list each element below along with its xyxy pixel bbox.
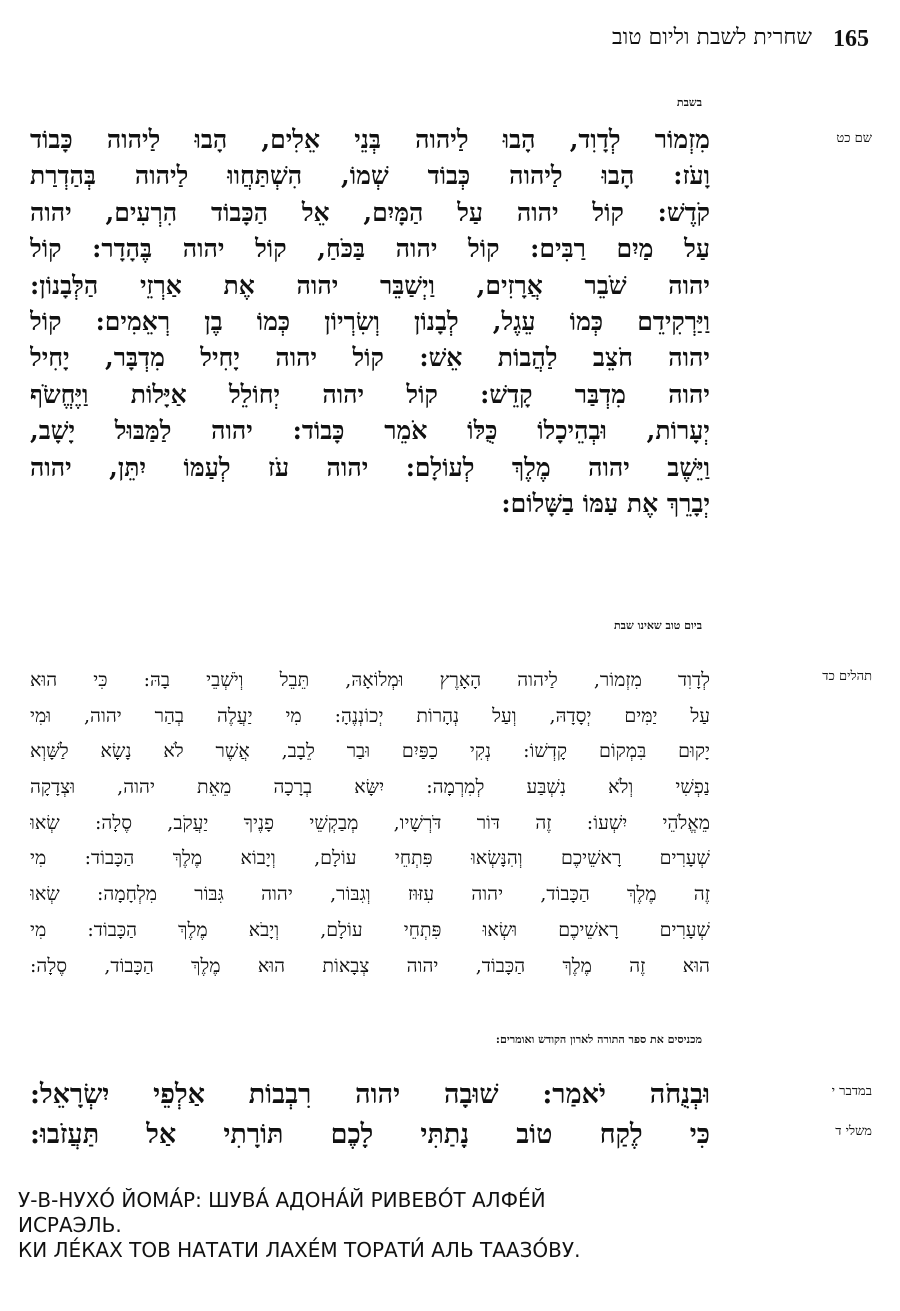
- closing-verses: [30, 1075, 710, 1155]
- psalm-29-line: יְעָרוֹת, וּבְהֵיכָלוֹ כֻּלּוֹ אֹמֵר כָּבוֹד: יהוה לַמַּבּוּל יָשָׁב,: [30, 416, 710, 446]
- psalm-29-line: עַל מַיִם רַבִּים: קוֹל יהוה בַּכֹּחַ, קוֹל יהוה בֶּהָדָר: קוֹל: [30, 234, 710, 264]
- running-title: שחרית לשבת וליום טוב: [611, 25, 812, 50]
- shabbat-note: בשבת: [676, 96, 702, 109]
- verse-line: וּבְנֻחֹה יֹאמַר: שׁוּבָה יהוה רִבְבוֹת אַלְפֵי יִשְׂרָאֵל:: [30, 1079, 710, 1110]
- psalm-24-line: לְדָוִד מִזְמוֹר, לַיהוה הָאָרֶץ וּמְלוֹאָהּ, תֵּבֵל וְיֹשְׁבֵי בָהּ: כִּי הוּא: [30, 669, 710, 691]
- verse-ref-mishlei: משלי ד: [835, 1124, 872, 1139]
- transliteration-line: ИСРАЭЛЬ.: [18, 1213, 122, 1237]
- psalm-24-line: שְׁעָרִים רָאשֵׁיכֶם וְהִנָּשְׂאוּ פִּתְחֵי עוֹלָם, וְיָבוֹא מֶלֶךְ הַכָּבוֹד: מִי: [30, 847, 710, 870]
- verse-ref-bamidbar: במדבר י: [831, 1084, 872, 1099]
- psalm-24-line: יָקוּם בִּמְקוֹם קָדְשׁוֹ: נְקִי כַפַּיִם וּבַר לֵבָב, אֲשֶׁר לֹא נָשָׂא לַשָּׁוְא: [30, 740, 710, 763]
- psalm-29-line: יהוה חֹצֵב לַהֲבוֹת אֵשׁ: קוֹל יהוה יָחִיל מִדְבָּר, יָחִיל: [30, 343, 710, 373]
- psalm-29-line: קֹדֶשׁ: קוֹל יהוה עַל הַמָּיִם, אֵל הַכָּבוֹד הִרְעִים, יהוה: [30, 197, 710, 227]
- psalm-24-line: נַפְשִׁי וְלֹא נִשְׁבַּע לְמִרְמָה: יִשָּׂא בְרָכָה מֵאֵת יהוה, וּצְדָקָה: [30, 776, 710, 799]
- psalm-24-line: מֵאֱלֹהֵי יִשְׁעוֹ: זֶה דּוֹר דֹּרְשָׁיו, מְבַקְשֵׁי פָנֶיךָ יַעֲקֹב, סֶלָה: שְׂאוּ: [30, 811, 710, 834]
- psalm-24-line: עַל יַמִּים יְסָדָהּ, וְעַל נְהָרוֹת יְכוֹנְנֶהָ: מִי יַעֲלֶה בְהַר יהוה, וּמִי: [30, 704, 710, 727]
- page-number: 165: [833, 26, 869, 52]
- transliteration-line: У-В-НУХО́ ЙОМА́Р: ШУВА́ АДОНА́Й РИВЕВО́Т АЛФЕ́Й: [18, 1188, 546, 1212]
- verse-line: כִּי לֶקַח טוֹב נָתַתִּי לָכֶם תּוֹרָתִי אַל תַּעֲזֹבוּ:: [30, 1119, 710, 1150]
- psalm-29-line: יְבָרֵךְ אֶת עַמּוֹ בַשָּׁלוֹם:: [501, 488, 710, 518]
- psalm-29-line: יהוה מִדְבַּר קָדֵשׁ: קוֹל יהוה יְחוֹלֵל אַיָּלוֹת וַיֶּחֱשֹׂף: [30, 379, 710, 409]
- psalm-29-line: וָעֹז: הָבוּ לַיהוה כְּבוֹד שְׁמוֹ, הִשְׁתַּחֲווּ לַיהוה בְּהַדְרַת: [30, 161, 710, 191]
- shabbat-ref: שם כט: [836, 131, 872, 146]
- transliteration-line: КИ ЛЕ́КАХ ТОВ НАТАТИ ЛАХЕ́М ТОРАТИ́ АЛЬ ТААЗО́ВУ.: [18, 1238, 581, 1262]
- psalm-29-line: וַיֵּשֶׁב יהוה מֶלֶךְ לְעוֹלָם: יהוה עֹז לְעַמּוֹ יִתֵּן, יהוה: [30, 452, 710, 482]
- yom-tov-ref: תהלים כד: [822, 669, 872, 684]
- psalm-29-line: יהוה שֹׁבֵר אֲרָזִים, וַיְשַׁבֵּר יהוה אֶת אַרְזֵי הַלְּבָנוֹן:: [30, 270, 710, 300]
- transliteration: [18, 1188, 708, 1263]
- psalm-24-line: שְׁעָרִים רָאשֵׁיכֶם וּשְׂאוּ פִּתְחֵי עוֹלָם, וְיָבֹא מֶלֶךְ הַכָּבוֹד: מִי: [30, 918, 710, 941]
- yom-tov-note: ביום טוב שאינו שבת: [613, 619, 702, 632]
- psalm-29-line: מִזְמוֹר לְדָוִד, הָבוּ לַיהוה בְּנֵי אֵלִים, הָבוּ לַיהוה כָּבוֹד: [30, 125, 710, 154]
- psalm-29-text: [30, 122, 710, 522]
- psalm-24-line: הוּא זֶה מֶלֶךְ הַכָּבוֹד, יהוה צְבָאוֹת הוּא מֶלֶךְ הַכָּבוֹד, סֶלָה:: [30, 954, 710, 977]
- psalm-24-text: [30, 663, 710, 984]
- psalm-24-line: זֶה מֶלֶךְ הַכָּבוֹד, יהוה עִזּוּז וְגִבּוֹר, יהוה גִּבּוֹר מִלְחָמָה: שְׂאוּ: [30, 883, 710, 906]
- psalm-29-line: וַיַּרְקִידֵם כְּמוֹ עֵגֶל, לְבָנוֹן וְשִׂרְיוֹן כְּמוֹ בֶן רְאֵמִים: קוֹל: [30, 306, 710, 336]
- instruction-note: מכניסים את ספר התורה לארון הקודש ואומרים:: [495, 1033, 702, 1046]
